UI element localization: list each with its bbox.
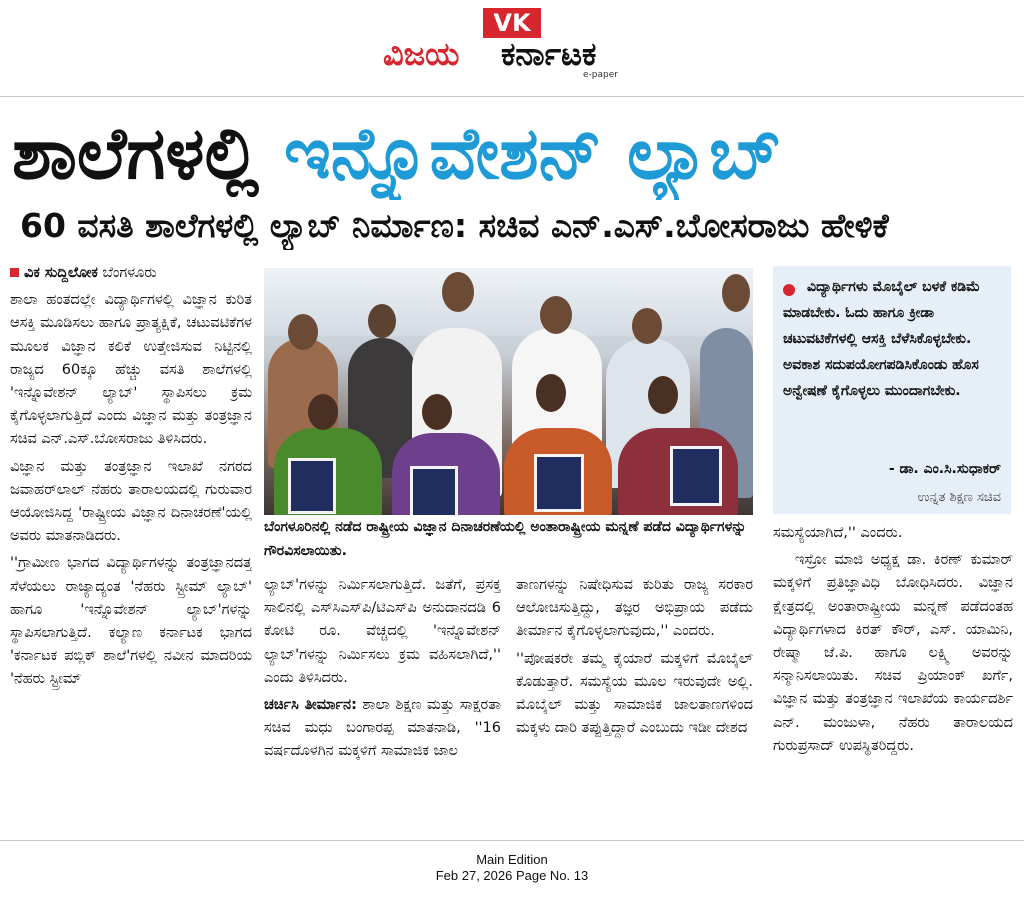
headline-part-schools: ಶಾಲೆಗಳಲ್ಲಿ — [12, 111, 284, 195]
photo-person-head — [442, 272, 474, 312]
article-headline — [12, 106, 1012, 200]
article-column-1 — [10, 262, 252, 832]
photo-person-head — [540, 296, 572, 334]
paragraph: ಶಾಲಾ ಹಂತದಲ್ಲೇ ವಿದ್ಯಾರ್ಥಿಗಳಲ್ಲಿ ವಿಜ್ಞಾನ ಕುರಿತ ಆಸಕ್ತಿ ಮೂಡಿಸಲು ಹಾಗೂ ಪ್ರಾತ್ಯಕ್ಷಿಕೆ, ಚಟುವಟಿಕೆಗಳ ಮೂಲಕ ವಿಜ್ಞಾನ ಕಲಿಕೆ ಉತ್ತೇಜಿಸುವ ನಿಟ್ಟಿನಲ್ಲಿ ರಾಜ್ಯದ 60ಕ್ಕೂ ಹೆಚ್ಚು ವಸತಿ ಶಾಲೆಗಳಲ್ಲಿ 'ಇನ್ನೊವೇಶನ್ ಲ್ಯಾಬ್' ಸ್ಥಾಪಿಸಲು ಕ್ರಮ ಕೈಗೊಳ್ಳಲಾಗುತ್ತಿದೆ ಎಂದು ವಿಜ್ಞಾನ ಮತ್ತು ತಂತ್ರಜ್ಞಾನ ಸಚಿವ ಎನ್.ಎಸ್.ಬೋಸರಾಜು ತಿಳಿಸಿದರು. — [10, 292, 252, 448]
event-photo — [264, 268, 753, 515]
masthead-epaper-label: e-paper — [583, 70, 618, 80]
quote-text: ವಿದ್ಯಾರ್ಥಿಗಳು ಮೊಬೈಲ್ ಬಳಕೆ ಕಡಿಮೆ ಮಾಡಬೇಕು. ಓದು ಹಾಗೂ ಕ್ರೀಡಾ ಚಟುವಟಿಕೆಗಳಲ್ಲಿ ಆಸಕ್ತಿ ಬೆಳೆಸಿಕೊಳ್ಳಬೇಕು. ಅವಕಾಶ ಸದುಪಯೋಗಪಡಿಸಿಕೊಂಡು ಹೊಸ ಅನ್ವೇಷಣೆ ಕೈಗೊಳ್ಳಲು ಮುಂದಾಗಬೇಕು. — [783, 279, 980, 399]
article-column-2 — [264, 574, 501, 832]
photo-backdrop-banner — [264, 268, 753, 336]
article-column-4 — [773, 522, 1013, 832]
page-footer — [0, 852, 1024, 884]
footer-date-page: Feb 27, 2026 Page No. 13 — [435, 868, 589, 883]
paragraph: ''ಗ್ರಾಮೀಣ ಭಾಗದ ವಿದ್ಯಾರ್ಥಿಗಳನ್ನು ತಂತ್ರಜ್ಞಾನದತ್ತ ಸೆಳೆಯಲು ರಾಜ್ಯಾದ್ಯಂತ 'ನೆಹರು ಸ್ಟ್ರೀಮ್ ಲ್ಯಾಬ್' ಹಾಗೂ 'ಇನ್ನೊವೇಶನ್ ಲ್ಯಾಬ್'ಗಳನ್ನು ಸ್ಥಾಪಿಸಲಾಗುತ್ತಿದೆ. ಕಲ್ಯಾಣ ಕರ್ನಾಟಕ ಭಾಗದ 'ಕರ್ನಾಟಕ ಪಬ್ಲಿಕ್ ಶಾಲೆ'ಗಳಲ್ಲಿ ನವೀನ ಮಾದರಿಯ 'ನೆಹರು ಸ್ಟ್ರೀಮ್ — [10, 555, 252, 688]
photo-student-head — [648, 376, 678, 414]
article-subheadline: 60 ವಸತಿ ಶಾಲೆಗಳಲ್ಲಿ ಲ್ಯಾಬ್ ನಿರ್ಮಾಣ: ಸಚಿವ ಎನ್.ಎಸ್.ಬೋಸರಾಜು ಹೇಳಿಕೆ — [20, 206, 889, 245]
byline-source: ವಿಕ ಸುದ್ದಿಲೋಕ — [24, 265, 98, 281]
photo-student-head — [536, 374, 566, 412]
subsection-lead: ಚರ್ಚಿಸಿ ತೀರ್ಮಾನ: — [264, 697, 357, 714]
photo-person-head — [288, 314, 318, 350]
footer-edition: Main Edition — [476, 852, 548, 867]
byline — [10, 262, 252, 285]
paragraph: ವಿಜ್ಞಾನ ಮತ್ತು ತಂತ್ರಜ್ಞಾನ ಇಲಾಖೆ ನಗರದ ಜವಾಹರ್‌ಲಾಲ್ ನೆಹರು ತಾರಾಲಯದಲ್ಲಿ ಗುರುವಾರ ಆಯೋಜಿಸಿದ್ದ 'ರಾಷ್ಟ್ರೀಯ ವಿಜ್ಞಾನ ದಿನಾಚರಣೆ'ಯಲ್ಲಿ ಅವರು ಮಾತನಾಡಿದರು. — [10, 458, 252, 545]
masthead-karnataka: ಕರ್ನಾಟಕ — [501, 35, 597, 73]
photo-person-head — [722, 274, 750, 312]
photo-certificate — [670, 446, 722, 506]
photo-person-head — [368, 304, 396, 338]
article-column-3 — [516, 574, 753, 832]
masthead-vk-badge: VK — [483, 8, 541, 38]
photo-student-head — [308, 394, 338, 430]
photo-caption: ಬೆಂಗಳೂರಿನಲ್ಲಿ ನಡೆದ ರಾಷ್ಟ್ರೀಯ ವಿಜ್ಞಾನ ದಿನಾಚರಣೆಯಲ್ಲಿ ಅಂತಾರಾಷ್ಟ್ರೀಯ ಮನ್ನಣೆ ಪಡೆದ ವಿದ್ಯಾರ್ಥಿಗಳನ್ನು ಗೌರವಿಸಲಾಯಿತು. — [264, 519, 747, 559]
bottom-divider — [0, 840, 1024, 841]
paragraph: ಲ್ಯಾಬ್'ಗಳನ್ನು ನಿರ್ಮಿಸಲಾಗುತ್ತಿದೆ. ಜತೆಗೆ, ಪ್ರಸಕ್ತ ಸಾಲಿನಲ್ಲಿ ಎಸ್‌ಸಿಎಸ್‌ಪಿ/ಟಿಎಸ್‌ಪಿ ಅನುದಾನದಡಿ 6 ಕೋಟಿ ರೂ. ವೆಚ್ಚದಲ್ಲಿ 'ಇನ್ನೊವೇಶನ್ ಲ್ಯಾಬ್'ಗಳನ್ನು ನಿರ್ಮಿಸಲು ಕ್ರಮ ವಹಿಸಲಾಗಿದೆ,'' ಎಂದು ತಿಳಿಸಿದರು. — [264, 577, 501, 686]
quote-author: - ಡಾ. ಎಂ.ಸಿ.ಸುಧಾಕರ್ — [888, 461, 1001, 477]
paragraph: ಸಮಸ್ಯೆಯಾಗಿದೆ,'' ಎಂದರು. — [773, 525, 903, 541]
paragraph: ತಾಣಗಳನ್ನು ನಿಷೇಧಿಸುವ ಕುರಿತು ರಾಜ್ಯ ಸರಕಾರ ಆಲೋಚಿಸುತ್ತಿದ್ದು, ತಜ್ಞರ ಅಭಿಪ್ರಾಯ ಪಡೆದು ತೀರ್ಮಾನ ಕೈಗೊಳ್ಳಲಾಗುವುದು,'' ಎಂದರು. — [516, 577, 753, 640]
byline-square-icon — [10, 268, 19, 277]
paragraph: ಇಸ್ರೋ ಮಾಜಿ ಅಧ್ಯಕ್ಷ ಡಾ. ಕಿರಣ್ ಕುಮಾರ್ ಮಕ್ಕಳಿಗೆ ಪ್ರತಿಜ್ಞಾವಿಧಿ ಬೋಧಿಸಿದರು. ವಿಜ್ಞಾನ ಕ್ಷೇತ್ರದಲ್ಲಿ ಅಂತಾರಾಷ್ಟ್ರೀಯ ಮನ್ನಣೆ ಪಡೆದಂತಹ ವಿದ್ಯಾರ್ಥಿಗಳಾದ ಕಿರತ್ ಕೌರ್, ಎಸ್. ಯಾಮಿನಿ, ರೇಷ್ಮಾ ಜೆ.ಪಿ. ಹಾಗೂ ಲಕ್ಷ್ಮಿ ಅವರನ್ನು ಸನ್ಮಾನಿಸಲಾಯಿತು. ಸಚಿವ ಪ್ರಿಯಾಂಕ್ ಖರ್ಗೆ, ವಿಜ್ಞಾನ ಮತ್ತು ತಂತ್ರಜ್ಞಾನ ಇಲಾಖೆಯ ಕಾರ್ಯದರ್ಶಿ ಎನ್. ಮಂಜುಳಾ, ನೆಹರು ತಾರಾಲಯದ ಗುರುಪ್ರಸಾದ್ ಉಪಸ್ಥಿತರಿದ್ದರು. — [773, 552, 1013, 754]
photo-certificate — [410, 466, 458, 515]
photo-student-head — [422, 394, 452, 430]
masthead-logo — [383, 8, 641, 80]
headline-part-innovation-lab: ಇನ್ನೊವೇಶನ್ ಲ್ಯಾಬ್ — [283, 111, 782, 195]
photo-person-head — [632, 308, 662, 344]
photo-certificate — [534, 454, 584, 512]
quote-author-role: ಉನ್ನತ ಶಿಕ್ಷಣ ಸಚಿವ — [917, 490, 1001, 505]
paragraph — [264, 694, 501, 764]
photo-certificate — [288, 458, 336, 514]
byline-place: ಬೆಂಗಳೂರು — [97, 265, 157, 281]
paragraph-text: ಶಾಲಾ ಶಿಕ್ಷಣ ಮತ್ತು ಸಾಕ್ಷರತಾ ಸಚಿವ ಮಧು ಬಂಗಾರಪ್ಪ ಮಾತನಾಡಿ, ''16 ವರ್ಷದೊಳಗಿನ ಮಕ್ಕಳಿಗೆ ಸಾಮಾಜಿಕ ಜಾಲ — [264, 697, 501, 760]
masthead-vijaya: ವಿಜಯ — [383, 35, 460, 73]
top-divider — [0, 96, 1024, 97]
paragraph: ''ಪೋಷಕರೇ ತಮ್ಮ ಕೈಯಾರೆ ಮಕ್ಕಳಿಗೆ ಮೊಬೈಲ್ ಕೊಡುತ್ತಾರೆ. ಸಮಸ್ಯೆಯ ಮೂಲ ಇರುವುದೇ ಅಲ್ಲಿ. ಮೊಬೈಲ್ ಮತ್ತು ಸಾಮಾಜಿಕ ಜಾಲತಾಣಗಳಿಂದ ಮಕ್ಕಳು ದಾರಿ ತಪ್ಪುತ್ತಿದ್ದಾರೆ ಎಂಬುದು ಇಡೀ ದೇಶದ — [516, 650, 753, 737]
